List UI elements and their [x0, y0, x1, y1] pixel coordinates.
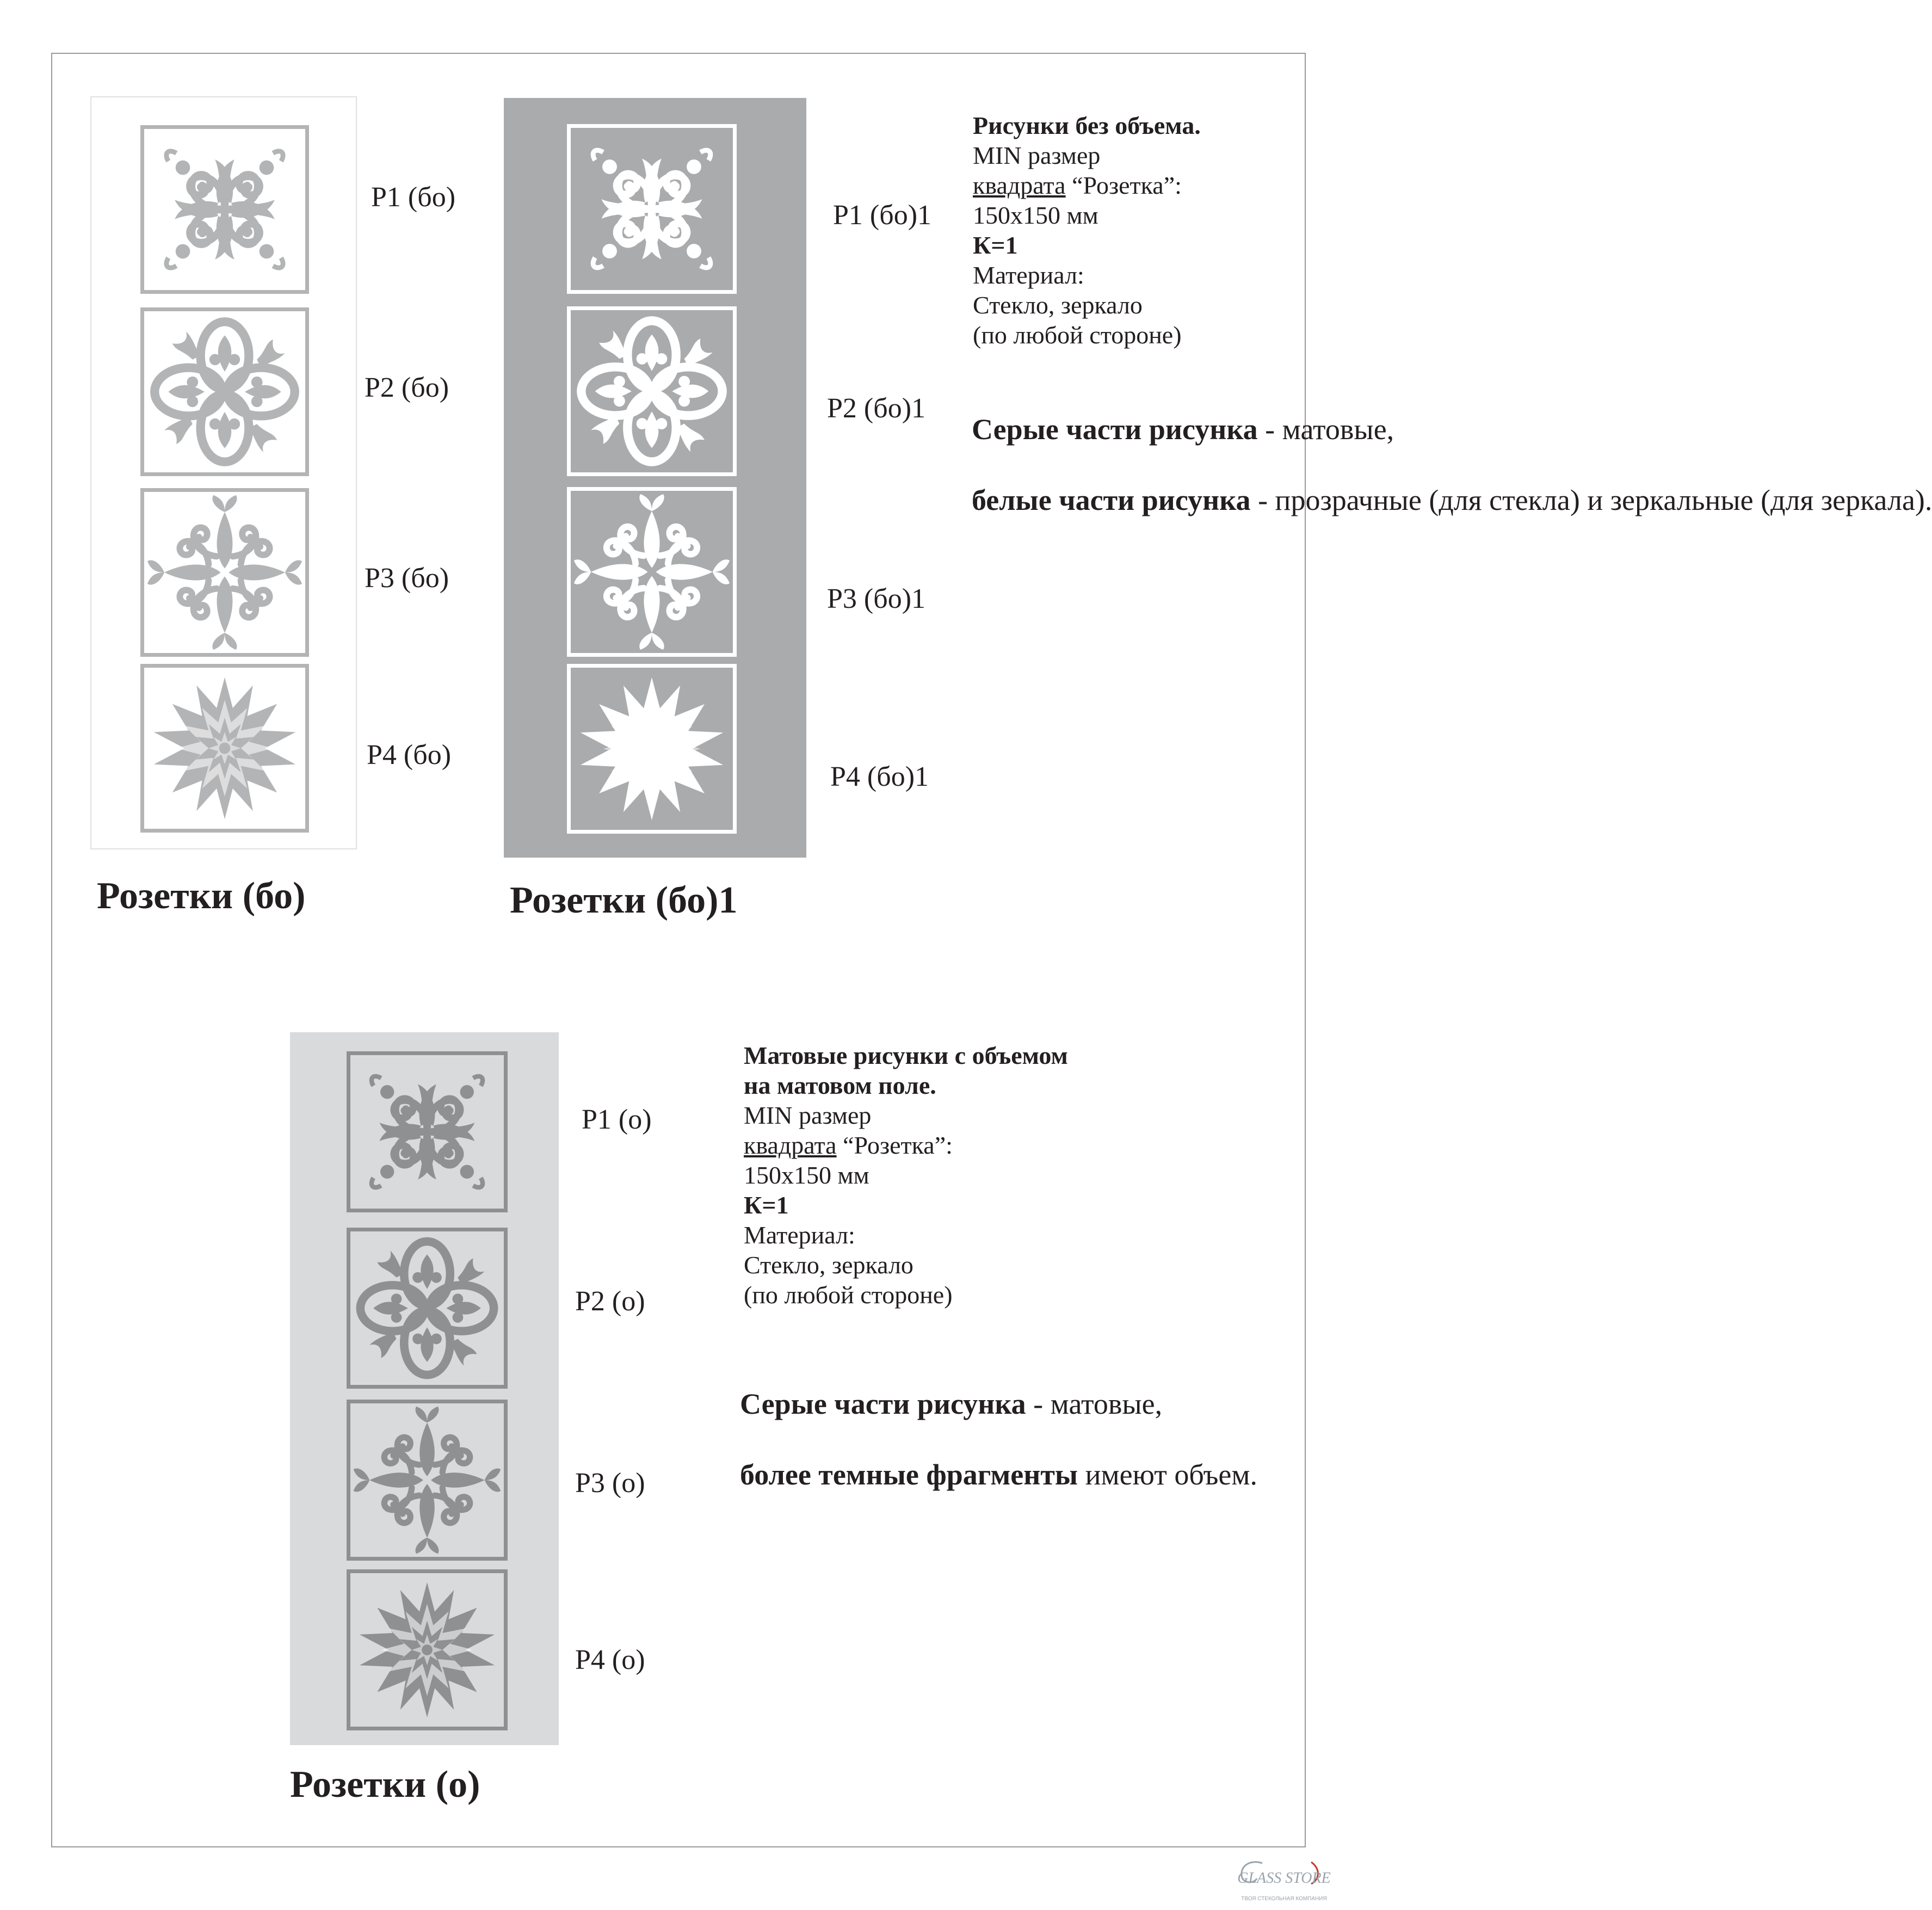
legend-flat-grey-3: матовые,: [1282, 413, 1394, 446]
tile-r2-bo: [140, 307, 309, 476]
rosette-r4-icon: [571, 668, 733, 830]
caption-o: Розетки (о): [290, 1764, 480, 1806]
tile-r4-bo1: [567, 664, 737, 834]
legend-volume-grey-dash: -: [1026, 1388, 1044, 1420]
desc-flat-material-label: Материал:: [973, 261, 1084, 289]
desc-volume-material-label: Материал:: [744, 1221, 855, 1249]
rosette-r3-icon: [144, 492, 305, 653]
desc-volume-title-2: на матовом поле.: [744, 1071, 936, 1099]
rosette-r4-icon: [350, 1573, 504, 1727]
desc-flat-material: Стекло, зеркало: [973, 291, 1143, 319]
glass-store-logo: [1230, 1857, 1338, 1906]
desc-volume-title-1: Матовые рисунки с объемом: [744, 1042, 1068, 1069]
rosette-r1-icon: [571, 128, 733, 290]
desc-volume-side: (по любой стороне): [744, 1281, 953, 1309]
tile-r1-bo1: [567, 124, 737, 294]
desc-volume-k: К=1: [744, 1191, 789, 1219]
legend-flat-white-1: белые: [972, 484, 1052, 516]
label-r2-o: Р2 (о): [575, 1286, 645, 1317]
desc-volume-square-word: квадрата: [744, 1131, 837, 1159]
label-r3-o: Р3 (о): [575, 1468, 645, 1499]
desc-flat-min-size: MIN размер: [973, 141, 1101, 169]
legend-volume-dark-2: имеют объем.: [1085, 1458, 1258, 1491]
tile-r3-bo: [140, 488, 309, 657]
tile-r4-o: [347, 1569, 508, 1730]
desc-volume-square-name: “Розетка”:: [836, 1131, 953, 1159]
legend-volume-grey-2: матовые,: [1050, 1388, 1163, 1420]
desc-flat-size: 150х150 мм: [973, 201, 1098, 229]
caption-bo1: Розетки (бо)1: [510, 879, 738, 921]
rosette-r3-icon: [571, 491, 733, 653]
tile-r2-o: [347, 1228, 508, 1389]
tile-r2-bo1: [567, 306, 737, 476]
description-volume: [744, 1040, 1068, 1310]
rosette-r2-icon: [144, 311, 305, 472]
rosette-r4-icon: [144, 668, 305, 829]
legend-flat-white-2: части рисунка: [1059, 484, 1251, 516]
label-r3-bo: Р3 (бо): [365, 563, 449, 594]
desc-flat-square-name: “Розетка”:: [1065, 171, 1182, 199]
legend-flat-white-dash: -: [1250, 484, 1268, 516]
tile-r3-o: [347, 1400, 508, 1561]
legend-volume-dark-1: более темные фрагменты: [740, 1458, 1078, 1491]
description-flat: [973, 110, 1201, 350]
legend-flat-white-5: и зеркальные: [1587, 484, 1754, 516]
legend-flat-white-4: (для стекла): [1429, 484, 1580, 516]
legend-flat-grey-1: Серые: [972, 413, 1059, 446]
rosette-r2-icon: [571, 310, 733, 472]
legend-flat-grey-2: части рисунка: [1066, 413, 1258, 446]
rosette-r1-icon: [350, 1055, 504, 1209]
label-r1-bo: Р1 (бо): [371, 182, 456, 213]
legend-flat: [972, 412, 1932, 518]
label-r4-bo: Р4 (бо): [367, 740, 452, 771]
tile-r1-o: [347, 1051, 508, 1212]
logo-tagline: ТВОЯ СТЕКОЛЬНАЯ КОМПАНИЯ: [1241, 1896, 1327, 1902]
desc-flat-title: Рисунки без объема.: [973, 112, 1201, 139]
rosette-r1-icon: [144, 129, 305, 290]
desc-flat-side: (по любой стороне): [973, 321, 1182, 349]
logo-wordmark: GLASS STORE: [1237, 1870, 1331, 1887]
caption-bo: Розетки (бо): [97, 875, 306, 917]
desc-flat-square-word: квадрата: [973, 171, 1066, 199]
label-r2-bo1: Р2 (бо)1: [827, 393, 926, 424]
legend-volume: [740, 1387, 1257, 1493]
tile-r1-bo: [140, 125, 309, 294]
legend-volume-grey-1: Серые части рисунка: [740, 1388, 1026, 1420]
label-r2-bo: Р2 (бо): [365, 372, 449, 403]
desc-flat-k: К=1: [973, 231, 1018, 259]
legend-flat-grey-dash: -: [1257, 413, 1275, 446]
rosette-r2-icon: [350, 1231, 504, 1385]
label-r1-bo1: Р1 (бо)1: [833, 200, 932, 231]
rosette-r3-icon: [350, 1403, 504, 1557]
desc-volume-size: 150х150 мм: [744, 1161, 869, 1189]
label-r4-o: Р4 (о): [575, 1644, 645, 1675]
label-r4-bo1: Р4 (бо)1: [830, 761, 929, 792]
tile-r4-bo: [140, 664, 309, 833]
glass-store-logo-icon: [1230, 1857, 1338, 1906]
label-r3-bo1: Р3 (бо)1: [827, 583, 926, 614]
tile-r3-bo1: [567, 487, 737, 657]
label-r1-o: Р1 (о): [582, 1104, 652, 1135]
desc-volume-material: Стекло, зеркало: [744, 1251, 913, 1279]
desc-volume-min-size: MIN размер: [744, 1101, 872, 1129]
legend-flat-white-6: (для зеркала).: [1761, 484, 1932, 516]
legend-flat-white-3: прозрачные: [1275, 484, 1422, 516]
